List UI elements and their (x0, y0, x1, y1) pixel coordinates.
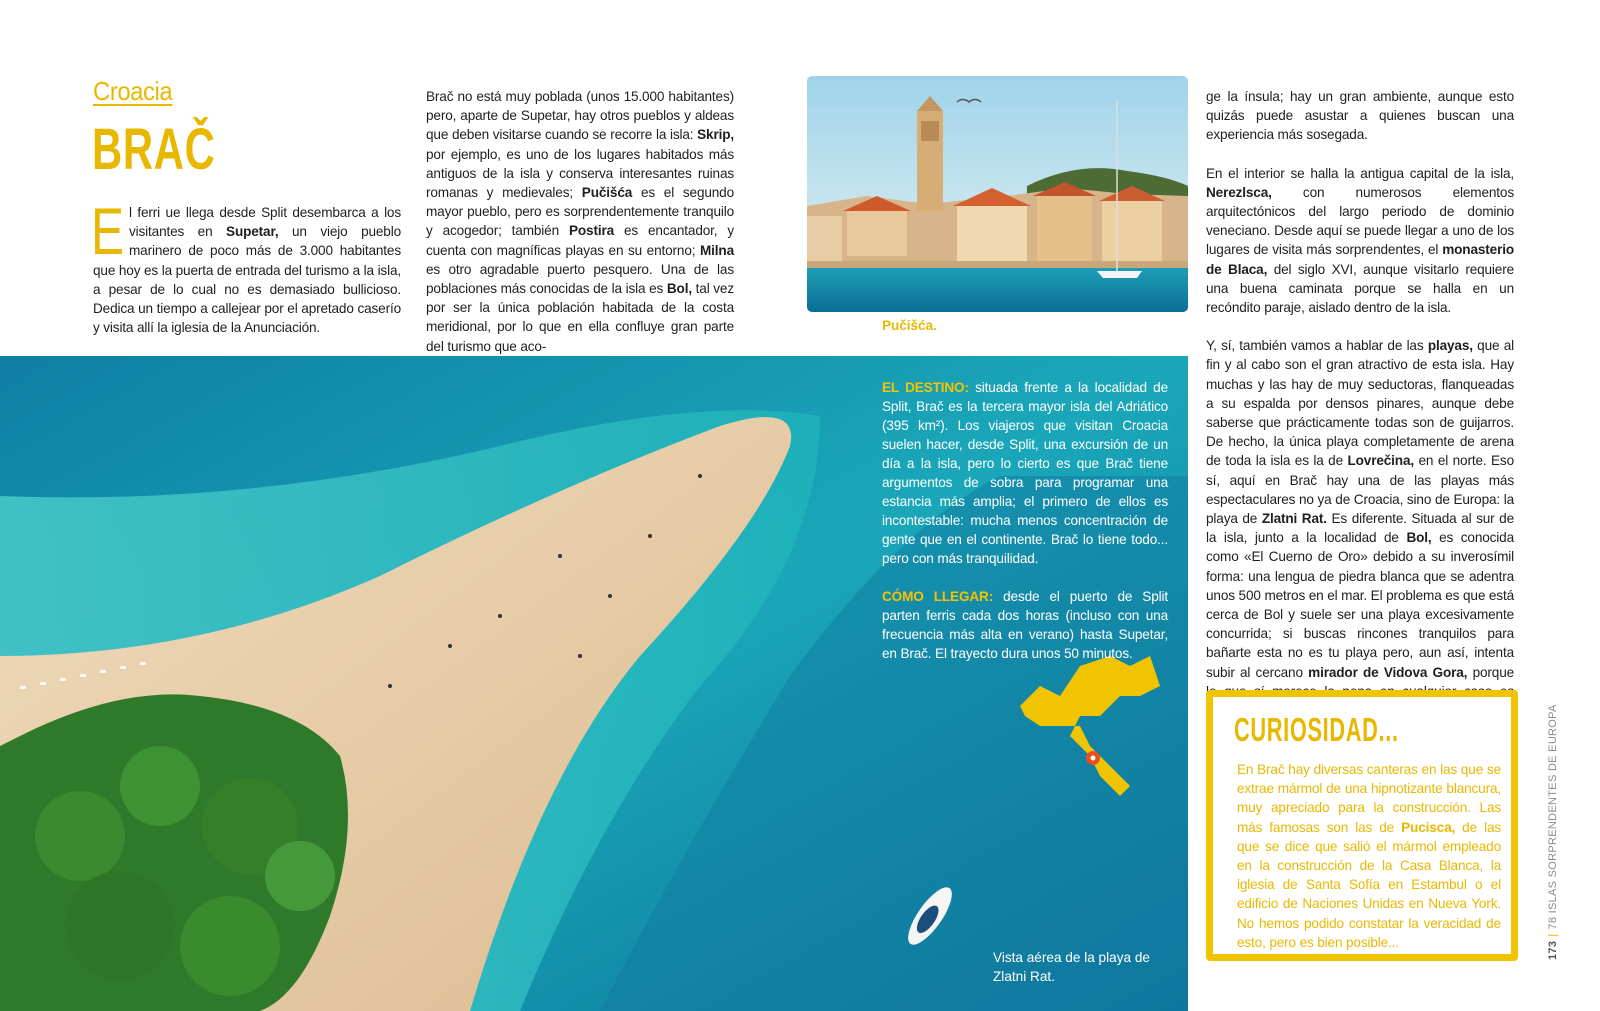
text-run: ge la ínsula; hay un gran ambiente, aunque esto quizás puede asustar a quienes buscan una experiencia más sosegada. (1206, 89, 1514, 143)
page-folio (1547, 704, 1559, 960)
town-photo-caption: Pučišća. (882, 318, 937, 333)
text-run: Brač no está muy poblada (unos 15.000 habitantes) pero, aparte de Supetar, hay otros pueblos y aldeas que deben visitarse cuando se recorre la isla: (426, 89, 734, 143)
bold-run: Milna (700, 242, 734, 258)
column-1 (91, 194, 401, 356)
curiosity-text (1237, 760, 1501, 952)
text-run: es conocida como «El Cuerno de Oro» debido a su inverosímil forma: una lengua de piedra blanca que se adentra unos 500 metros en el mar. El problema es que está cerca de Bol y suele ser una playa excesivamente concurrida; si buscas rincones tranquilos para bañarte esta no es tu playa pero, aun así, intenta subir al cercano (1206, 530, 1515, 680)
text-run: con numerosos elementos arquitectónicos del largo periodo de dominio veneciano. Desde aquí se puede llegar a uno de los lugares de visita más sorprendentes, el (1206, 184, 1514, 258)
text-run: en el norte. Eso sí, aquí en Brač hay una de las playas más espectaculares no ya de Croacia, sino de Europa: la playa de (1206, 453, 1514, 527)
bold-run: Supetar, (226, 224, 279, 240)
bold-run: Pučišća (581, 185, 633, 201)
curiosity-title: CURIOSIDAD... (1234, 711, 1399, 748)
text-run: En Brač hay diversas canteras en las que se extrae mármol de una hipnotizante blancura, muy apreciado para la construcción. Las más famosas son las de (1237, 762, 1501, 835)
book-title: 78 ISLAS SORPRENDENTES DE EUROPA (1547, 704, 1559, 930)
folio-separator: | (1547, 933, 1559, 937)
pucisca-photo (807, 76, 1188, 312)
llegar-text: desde el puerto de Split parten ferris cada dos horas (incluso con una frecuencia más alta en verano) hasta Supetar, en Brač. El trayecto dura unos 50 minutos. (882, 589, 1168, 661)
text-run: l ferri ue llega desde Split desembarca a los visitantes en (129, 205, 401, 240)
destino-text: situada frente a la localidad de Split, Brač es la tercera mayor isla del Adriático (395 km²). Los viajeros que visitan Croacia suelen hacer, desde Split, una excursión de un día a la isla, pero lo cierto es que Brač tiene argumentos de sobra para programar una estancia más amplia; el primero de ellos es incontestable: mucha menos concentración de gente que en el continente. Brač lo tiene todo... pero con más tranquilidad. (882, 380, 1168, 566)
beach-photo-caption: Vista aérea de la playa de Zlatni Rat. (993, 950, 1150, 984)
town-photo (807, 76, 1188, 312)
text-run: un viejo pueblo marinero de poco más de 3.000 habitantes que hoy es la puerta de entrada del turismo a la isla, a pesar de lo cual no es demasiado bullicioso. Dedica un tiempo a callejear por el apretado caserío y visita allí la iglesia de la Anunciación. (93, 224, 401, 336)
bold-run: Postira (568, 223, 615, 239)
text-run: es encantador, y cuenta con magníficas playas en su entorno; (426, 223, 735, 258)
col4-paragraph-1 (1206, 87, 1514, 145)
col2-paragraph (426, 87, 734, 356)
bold-run: monasterio de Blaca, (1206, 242, 1514, 277)
col4-paragraph-3 (1206, 336, 1514, 720)
intro-text (91, 194, 401, 336)
text-run: En el interior se halla la antigua capital de la isla, (1206, 165, 1514, 181)
beach-info (882, 378, 1168, 682)
text-run: es el segundo mayor pueblo, pero es sorprendentemente tranquilo y acogedor; también (426, 185, 734, 239)
bold-run: Zlatni Rat. (1261, 511, 1327, 527)
country-label: Croacia (93, 76, 173, 106)
bold-run: Nerezlsca, (1206, 184, 1272, 200)
text-run: por ejemplo, es uno de los lugares habitados más antiguos de la isla y conserva interesantes ruinas romanas y medievales; (426, 146, 734, 201)
intro-paragraph (91, 194, 401, 337)
text-run: del siglo XVI, aunque visitarlo requiere una buena caminata porque se halla en un recóndito paraje, aislado dentro de la isla. (1206, 261, 1514, 316)
bold-run: Bol, (666, 281, 692, 297)
llegar-paragraph (882, 587, 1168, 663)
text-run: Y, sí, también vamos a hablar de las (1206, 338, 1428, 354)
bold-run: Skrip, (697, 127, 734, 143)
page-number: 173 (1547, 940, 1559, 960)
destino-paragraph (882, 378, 1168, 568)
column-2 (426, 87, 734, 375)
text-run: tal vez por ser la única población habitada de la costa meridional, por lo que en ella confluye gran parte del turismo que aco- (426, 281, 734, 354)
text-run: de las que se dice que salió el mármol empleado en la construcción de la Casa Blanca, la iglesia de Santa Sofía en Estambul o el edificio de Naciones Unidas en Nueva York. No hemos podido constatar la veracidad de esto, pero es bien posible... (1237, 819, 1501, 950)
bold-run: playas, (1427, 338, 1473, 354)
llegar-label: CÓMO LLEGAR: (882, 589, 994, 604)
page-title: BRAČ (92, 117, 216, 182)
curiosity-box (1206, 690, 1518, 961)
bold-run: Bol, (1406, 530, 1432, 546)
text-run: que al fin y al cabo son el gran atractivo de esta isla. Hay muchas y las hay de muy seductoras, flanqueadas a su espalda por densos pinares, aunque debe saberse que prácticamente todas son de guijarros. De hecho, la única playa completamente de arena de toda la isla es la de (1206, 338, 1515, 469)
col4-paragraph-2 (1206, 164, 1514, 318)
bold-run: Lovrečina, (1347, 453, 1414, 469)
bold-run: mirador de Vidova Gora, (1308, 664, 1468, 680)
text-run: porque (1472, 664, 1515, 680)
text-run: Es diferente. Situada al sur de la isla, junto a la localidad de (1206, 511, 1514, 546)
text-run: es otro agradable puerto pesquero. Una de las poblaciones más conocidas de la isla es (426, 261, 734, 297)
dropcap: E (91, 194, 124, 268)
column-4 (1206, 87, 1514, 739)
destino-label: EL DESTINO: (882, 380, 969, 395)
bold-run: Pucisca, (1401, 819, 1456, 835)
